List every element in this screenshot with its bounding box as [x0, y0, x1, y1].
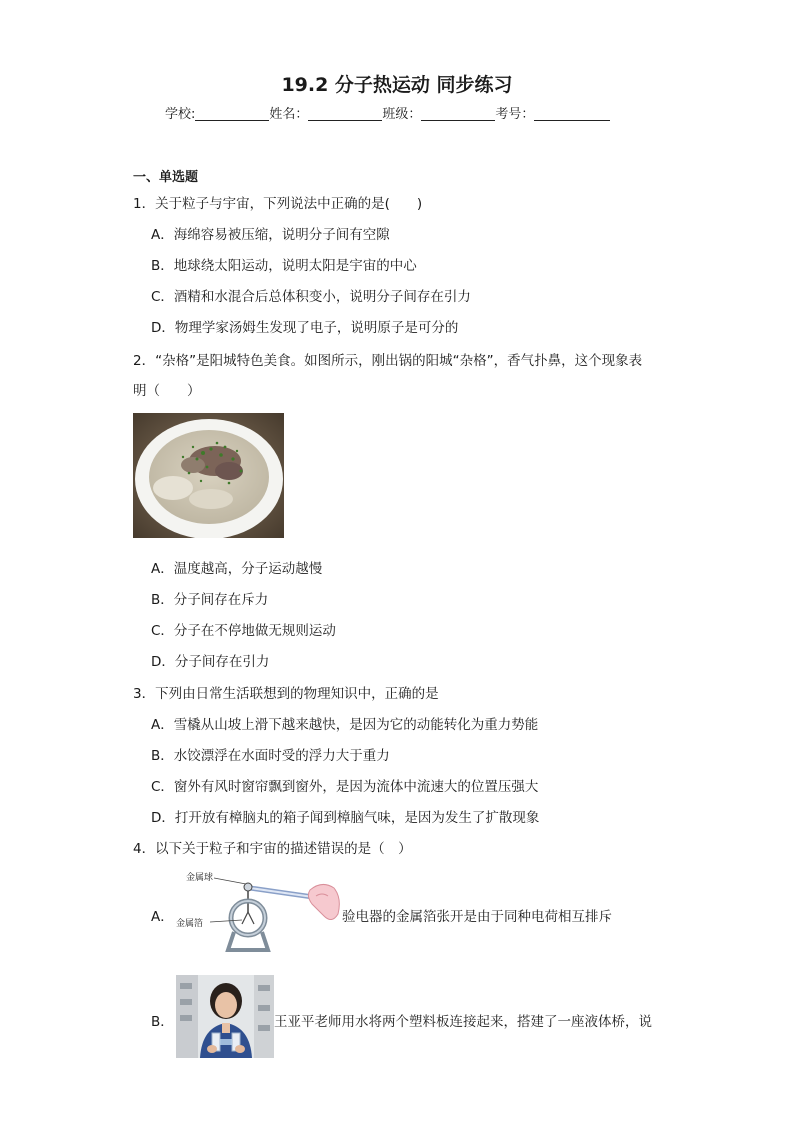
number-blank[interactable] [534, 106, 610, 121]
wang-yaping-photo [176, 975, 274, 1058]
question-3-option-a[interactable]: A．雪橇从山坡上滑下越来越快，是因为它的动能转化为重力势能 [151, 717, 539, 733]
name-label: 姓名： [269, 107, 309, 122]
question-3-option-d[interactable]: D．打开放有樟脑丸的箱子闻到樟脑气味，是因为发生了扩散现象 [151, 810, 540, 826]
class-label: 班级： [382, 107, 422, 122]
label-metal-ball: 金属球 [186, 873, 214, 883]
question-2-option-d[interactable]: D．分子间存在引力 [151, 654, 270, 670]
question-3-option-b[interactable]: B．水饺漂浮在水面时受的浮力大于重力 [151, 748, 390, 764]
question-2-stem-line-1: 2．“杂格”是阳城特色美食。如图所示，刚出锅的阳城“杂格”，香气扑鼻，这个现象表 [133, 353, 643, 369]
section-heading: 一、单选题 [133, 170, 199, 185]
question-4-stem: 4．以下关于粒子和宇宙的描述错误的是（ ） [133, 841, 412, 857]
question-4-option-a-letter[interactable]: A． [151, 909, 174, 925]
question-2-option-b[interactable]: B．分子间存在斥力 [151, 592, 269, 608]
question-1-option-b[interactable]: B．地球绕太阳运动，说明太阳是宇宙的中心 [151, 258, 417, 274]
school-label: 学校: [165, 107, 196, 122]
question-4-option-a-text[interactable]: 验电器的金属箔张开是由于同种电荷相互排斥 [342, 909, 612, 925]
zage-food-photo [133, 413, 284, 538]
page-title: 19.2 分子热运动 同步练习 [281, 74, 513, 96]
question-2-option-a[interactable]: A．温度越高，分子运动越慢 [151, 561, 323, 577]
question-2-stem-line-2: 明（ ） [133, 383, 201, 399]
school-blank[interactable] [195, 106, 269, 121]
student-info-line [165, 103, 610, 122]
question-4-option-b-text[interactable]: 王亚平老师用水将两个塑料板连接起来，搭建了一座液体桥，说 [274, 1014, 652, 1030]
question-1-option-a[interactable]: A．海绵容易被压缩，说明分子间有空隙 [151, 227, 390, 243]
question-1-option-d[interactable]: D．物理学家汤姆生发现了电子，说明原子是可分的 [151, 320, 459, 336]
question-1-option-c[interactable]: C．酒精和水混合后总体积变小，说明分子间存在引力 [151, 289, 471, 305]
question-2-option-c[interactable]: C．分子在不停地做无规则运动 [151, 623, 336, 639]
name-blank[interactable] [308, 106, 382, 121]
question-3-stem: 3．下列由日常生活联想到的物理知识中，正确的是 [133, 686, 439, 702]
label-metal-foil: 金属箔 [176, 919, 204, 929]
question-4-option-b-letter[interactable]: B． [151, 1014, 174, 1030]
question-1-stem: 1．关于粒子与宇宙，下列说法中正确的是( ) [133, 196, 423, 212]
question-3-option-c[interactable]: C．窗外有风时窗帘飘到窗外，是因为流体中流速大的位置压强大 [151, 779, 539, 795]
class-blank[interactable] [421, 106, 495, 121]
number-label: 考号： [495, 107, 535, 122]
